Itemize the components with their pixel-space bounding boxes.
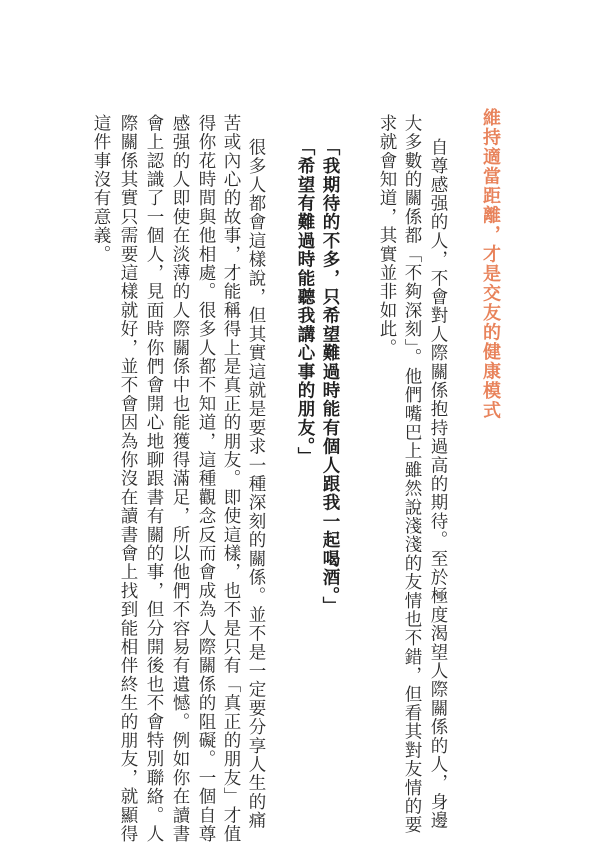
paragraph-line: 感强的人即使在淡薄的人際關係中也能獲得滿足，所以他們不容易有遺憾。例如你在讀書 (170, 114, 190, 843)
paragraph-line: 大多數的關係都「不夠深刻」。他們嘴巴上雖然說淺淺的友情也不錯，但看其對友情的要 (402, 114, 422, 835)
paragraph-line: 求就會知道，其實並非如此。 (377, 114, 397, 358)
quote-line: 「希望有難過時能聽我講心事的朋友。」 (295, 138, 315, 466)
paragraph-line: 苦或內心的故事，才能稱得上是真正的朋友。即使這樣，也不是只有「真正的朋友」才值 (221, 114, 241, 843)
paragraph-line: 自尊感强的人，不會對人際關係抱持過高的期待。至於極度渴望人際關係的人，身邊 (428, 138, 448, 830)
paragraph-line: 這件事沒有意義。 (91, 114, 111, 264)
paragraph-line: 際關係其實只需要這樣就好，並不會因為你沒在讀書會上找到能相伴終生的朋友，就顯得 (118, 114, 138, 843)
quote-line: 「我期待的不多，只希望難過時能有個人跟我一起喝酒。」 (320, 138, 340, 616)
paragraph-line: 會上認識了一個人，見面時你們會開心地聊跟書有關的事，但分開後也不會特別聯絡。人 (144, 114, 164, 843)
section-title: 維持適當距離，才是交友的健康模式 (480, 108, 501, 420)
paragraph-line: 得你花時間與他相處。很多人都不知道，這種觀念反而會成為人際關係的阻礙。一個自尊 (196, 114, 216, 843)
paragraph-line: 很多人都會這樣說，但其實這就是要求一種深刻的關係。並不是一定要分享人生的痛 (246, 138, 266, 830)
